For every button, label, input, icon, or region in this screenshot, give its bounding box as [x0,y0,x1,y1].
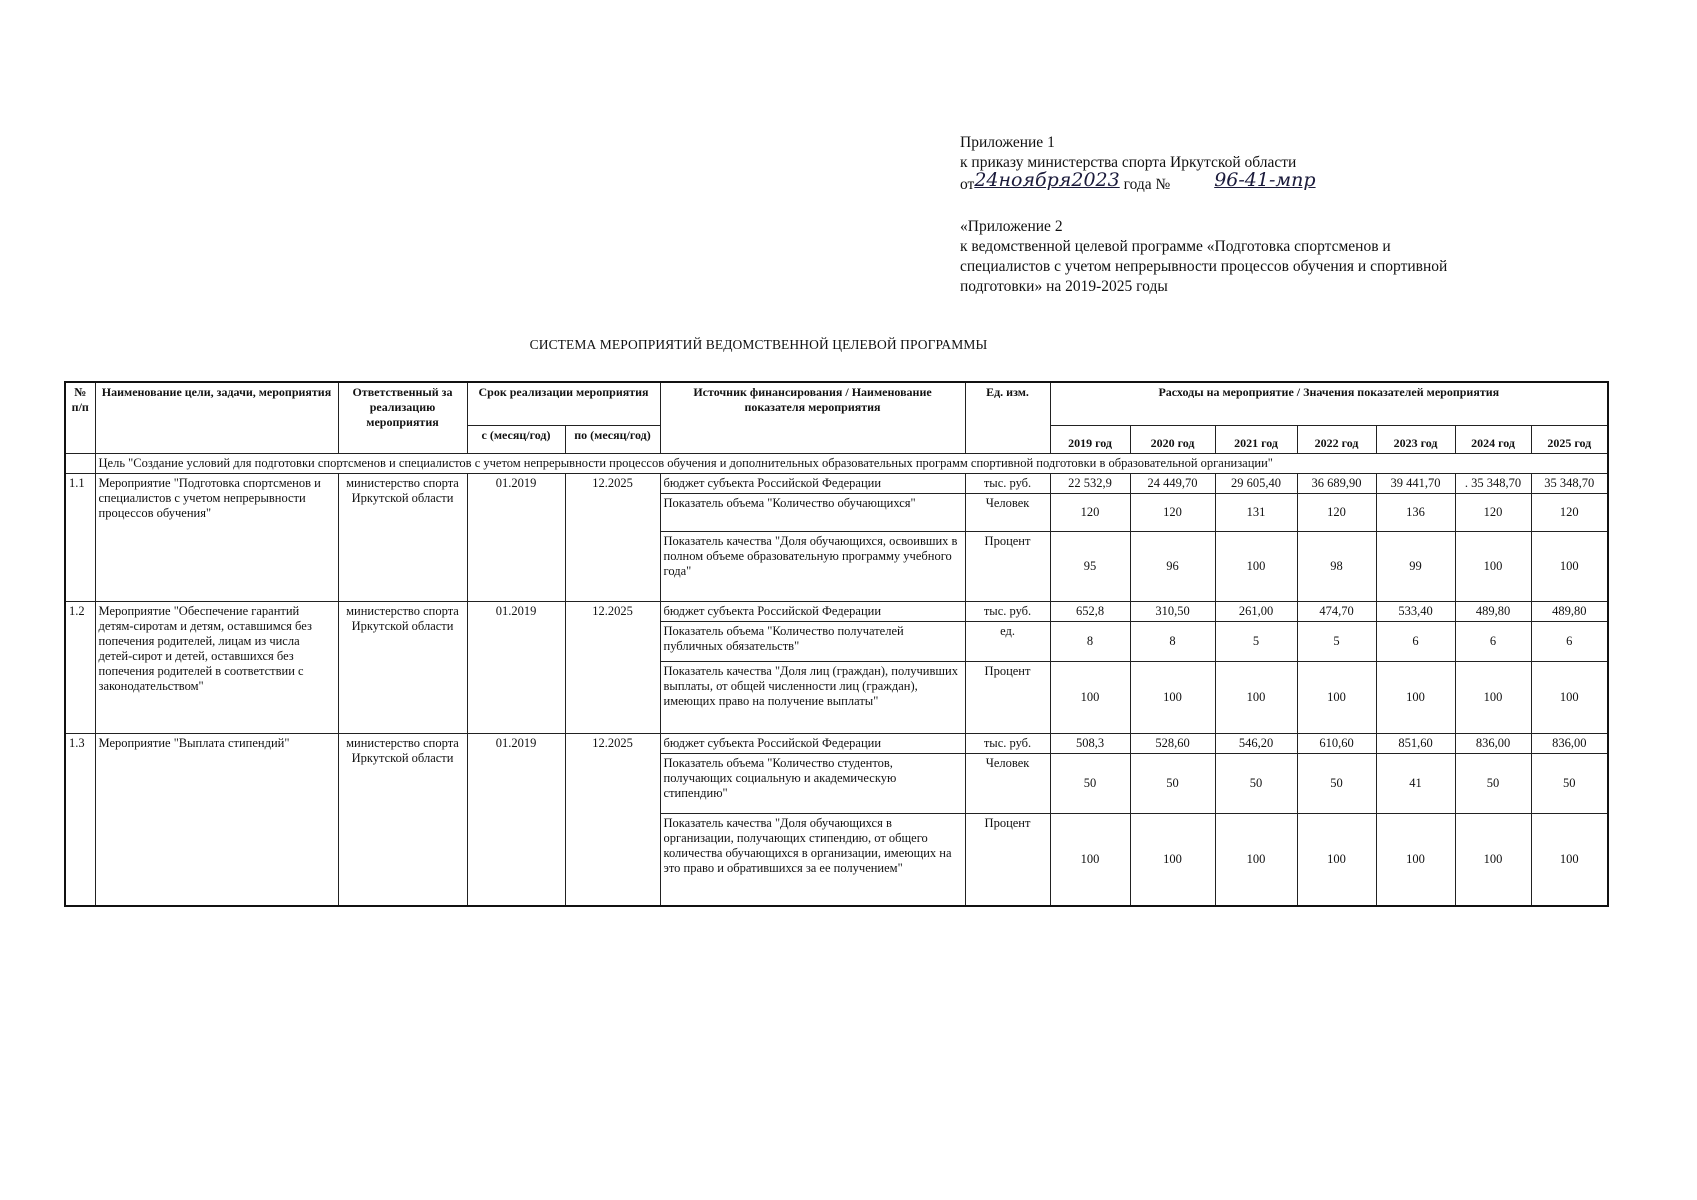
year-value: 39 441,70 [1376,474,1455,494]
year-value: 261,00 [1215,602,1297,622]
year-value: 100 [1455,532,1531,602]
document-header [960,133,1560,297]
year-value: 29 605,40 [1215,474,1297,494]
indicator-unit: Процент [965,814,1050,906]
year-value: 528,60 [1130,734,1215,754]
col-header-to: по (месяц/год) [565,426,660,454]
document-title: СИСТЕМА МЕРОПРИЯТИЙ ВЕДОМСТВЕННОЙ ЦЕЛЕВОЙ ПРОГРАММЫ [529,337,988,352]
col-header-expenses: Расходы на мероприятие / Значения показателей мероприятия [1050,382,1608,426]
activity-number: 1.1 [65,474,95,602]
year-value: 35 348,70 [1531,474,1608,494]
year-value: 100 [1215,532,1297,602]
program-ref-line1: к ведомственной целевой программе «Подготовка спортсменов и [960,238,1391,255]
activities-table [64,381,1609,907]
year-value: 533,40 [1376,602,1455,622]
col-header-unit: Ед. изм. [965,382,1050,454]
handwritten-order-date: 24ноября2023 [974,169,1120,191]
activity-name: Мероприятие "Подготовка спортсменов и специалистов с учетом непрерывности процессов обучения" [95,474,338,602]
goal-text: Цель "Создание условий для подготовки спортсменов и специалистов с учетом непрерывности процессов обучения и дополнительных образовательных программ спортивной подготовки в образовательной организации" [95,454,1608,474]
year-value: 6 [1376,622,1455,662]
activity-date-to: 12.2025 [565,734,660,906]
appendix1-label: Приложение 1 [960,134,1055,151]
activity-number: 1.3 [65,734,95,906]
indicator-source: Показатель объема "Количество получателей публичных обязательств" [660,622,965,662]
year-value: 100 [1050,662,1130,734]
year-value: 98 [1297,532,1376,602]
indicator-source: бюджет субъекта Российской Федерации [660,474,965,494]
activity-date-to: 12.2025 [565,602,660,734]
year-value: 100 [1531,814,1608,906]
year-value: 120 [1531,494,1608,532]
col-header-source: Источник финансирования / Наименование показателя мероприятия [660,382,965,454]
activity-number: 1.2 [65,602,95,734]
activity-date-to: 12.2025 [565,474,660,602]
year-value: 36 689,90 [1297,474,1376,494]
indicator-source: Показатель качества "Доля обучающихся в организации, получающих стипендию, от общего количества обучающихся в организации, имеющих на это право и обратившихся за ее получением" [660,814,965,906]
handwritten-order-number: 96-41-мпр [1214,169,1316,191]
year-value: 851,60 [1376,734,1455,754]
year-value: 100 [1050,814,1130,906]
indicator-source: Показатель объема "Количество обучающихся" [660,494,965,532]
year-value: 474,70 [1297,602,1376,622]
year-value: . 35 348,70 [1455,474,1531,494]
col-header-period: Срок реализации мероприятия [467,382,660,426]
activity-responsible: министерство спорта Иркутской области [338,474,467,602]
indicator-source: Показатель объема "Количество студентов, получающих социальную и академическую стипендию" [660,754,965,814]
goal-row [65,454,1608,474]
indicator-unit: Человек [965,494,1050,532]
col-header-year: 2025 год [1531,426,1608,454]
year-value: 120 [1297,494,1376,532]
indicator-unit: Человек [965,754,1050,814]
year-value: 100 [1297,814,1376,906]
year-value: 610,60 [1297,734,1376,754]
year-value: 100 [1215,662,1297,734]
year-value: 836,00 [1455,734,1531,754]
table-row [65,602,1608,622]
indicator-unit: ед. [965,622,1050,662]
activity-date-from: 01.2019 [467,734,565,906]
year-value: 120 [1455,494,1531,532]
order-from-label: от [960,176,975,193]
indicator-source: Показатель качества "Доля лиц (граждан), получивших выплаты, от общей численности лиц (граждан), имеющих право на получение выплаты" [660,662,965,734]
year-value: 6 [1531,622,1608,662]
year-value: 8 [1050,622,1130,662]
col-header-num: № п/п [65,382,95,454]
year-value: 836,00 [1531,734,1608,754]
year-value: 50 [1455,754,1531,814]
col-header-year: 2021 год [1215,426,1297,454]
year-value: 100 [1376,814,1455,906]
year-value: 6 [1455,622,1531,662]
table-row [65,734,1608,754]
year-value: 100 [1531,662,1608,734]
year-value: 546,20 [1215,734,1297,754]
year-value: 310,50 [1130,602,1215,622]
col-header-year: 2019 год [1050,426,1130,454]
year-value: 50 [1297,754,1376,814]
indicator-unit: тыс. руб. [965,734,1050,754]
year-value: 100 [1531,532,1608,602]
document-title-wrap [0,337,1697,353]
program-ref-line3: подготовки» на 2019-2025 годы [960,278,1168,295]
indicator-source: Показатель качества "Доля обучающихся, освоивших в полном объеме образовательную программу учебного года" [660,532,965,602]
year-value: 100 [1130,814,1215,906]
program-ref-line2: специалистов с учетом непрерывности процессов обучения и спортивной [960,258,1448,275]
year-value: 5 [1297,622,1376,662]
year-value: 96 [1130,532,1215,602]
year-value: 95 [1050,532,1130,602]
year-value: 50 [1215,754,1297,814]
year-value: 41 [1376,754,1455,814]
order-date-line [960,169,1560,195]
year-value: 24 449,70 [1130,474,1215,494]
col-header-year: 2022 год [1297,426,1376,454]
year-value: 50 [1130,754,1215,814]
activity-responsible: министерство спорта Иркутской области [338,734,467,906]
year-value: 136 [1376,494,1455,532]
year-value: 100 [1130,662,1215,734]
year-value: 489,80 [1455,602,1531,622]
activity-name: Мероприятие "Выплата стипендий" [95,734,338,906]
header-row-1 [65,382,1608,426]
year-value: 100 [1376,662,1455,734]
year-value: 100 [1297,662,1376,734]
indicator-unit: Процент [965,532,1050,602]
year-value: 652,8 [1050,602,1130,622]
col-header-year: 2020 год [1130,426,1215,454]
col-header-year: 2024 год [1455,426,1531,454]
indicator-unit: Процент [965,662,1050,734]
order-reference: к приказу министерства спорта Иркутской области [960,154,1297,171]
year-value: 489,80 [1531,602,1608,622]
year-value: 99 [1376,532,1455,602]
year-value: 100 [1455,662,1531,734]
year-value: 22 532,9 [1050,474,1130,494]
year-value: 120 [1130,494,1215,532]
indicator-unit: тыс. руб. [965,602,1050,622]
year-value: 50 [1050,754,1130,814]
year-value: 100 [1215,814,1297,906]
order-year-suffix: года № [1123,176,1171,193]
year-value: 131 [1215,494,1297,532]
activity-name: Мероприятие "Обеспечение гарантий детям-сиротам и детям, оставшимся без попечения родителей, лицам из числа детей-сирот и детей, оставшихся без попечения родителей в соответствии с законодательством" [95,602,338,734]
col-header-year: 2023 год [1376,426,1455,454]
activity-date-from: 01.2019 [467,474,565,602]
col-header-name: Наименование цели, задачи, мероприятия [95,382,338,454]
year-value: 100 [1455,814,1531,906]
indicator-unit: тыс. руб. [965,474,1050,494]
year-value: 8 [1130,622,1215,662]
table-row [65,474,1608,494]
year-value: 50 [1531,754,1608,814]
indicator-source: бюджет субъекта Российской Федерации [660,602,965,622]
indicator-source: бюджет субъекта Российской Федерации [660,734,965,754]
year-value: 120 [1050,494,1130,532]
year-value: 5 [1215,622,1297,662]
appendix2-label: «Приложение 2 [960,218,1063,235]
activity-date-from: 01.2019 [467,602,565,734]
col-header-from: с (месяц/год) [467,426,565,454]
activity-responsible: министерство спорта Иркутской области [338,602,467,734]
year-value: 508,3 [1050,734,1130,754]
col-header-responsible: Ответственный за реализацию мероприятия [338,382,467,454]
